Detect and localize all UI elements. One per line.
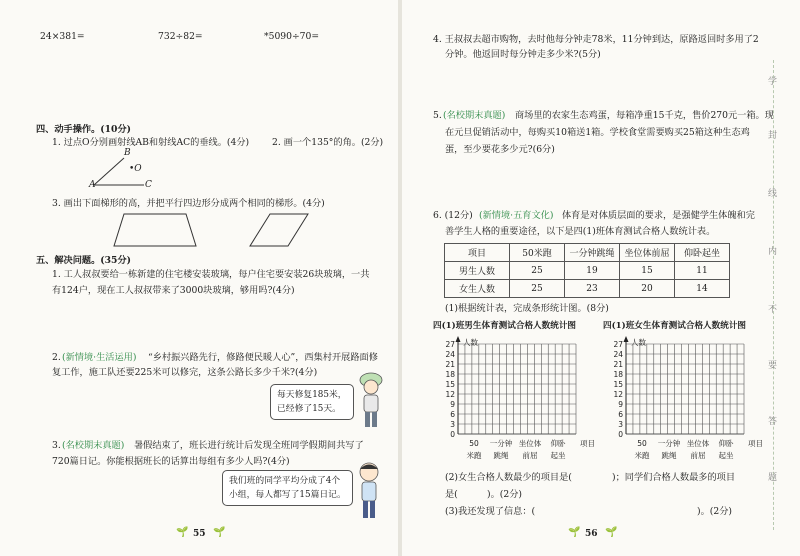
trapezoid-shape: [110, 212, 200, 250]
binding-char: 线: [768, 189, 778, 199]
sprout-icon-right: 🌱: [568, 527, 581, 538]
x-axis-label: 项目: [748, 439, 763, 448]
y-axis-label: 人数: [631, 338, 646, 347]
table-cell: 11: [675, 262, 730, 280]
table-row: [445, 280, 730, 298]
y-tick-label: 27: [613, 340, 623, 349]
worker-figure: [356, 370, 386, 430]
bubble-diary-line2: 小组，每人都写了15篇日记。: [229, 490, 346, 500]
s4-question-1: 1. 过点O分别画射线AB和射线AC的垂线。(4分): [52, 137, 250, 148]
section5-title: 五、解决问题。(35分): [36, 255, 131, 266]
table-cell: 女生人数: [445, 280, 510, 298]
bubble-road-line2: 已经修了15天。: [277, 404, 341, 414]
q4-line1: 4. 王叔叔去超市购物，去时他每分钟走78米，11分钟到达，原路返回时多用了2: [433, 34, 759, 45]
table-header: 项目: [445, 244, 510, 262]
q5-number: 5.: [433, 110, 442, 121]
q5-line2: 在元旦促销活动中，每购买10箱送1箱。学校食堂需要购买25箱这种生态鸡: [445, 127, 750, 138]
point-o-label: •O: [129, 164, 142, 174]
category-label-row2: 跳绳: [661, 451, 677, 460]
q5-line1: 商场里的农家生态鸡蛋，每箱净重15千克，售价270元一箱。现: [515, 110, 774, 121]
s5-q1-line1: 1. 工人叔叔要给一栋新建的住宅楼安装玻璃，每户住宅要安装26块玻璃，一共: [52, 269, 370, 280]
page-number-left: 55: [193, 529, 206, 539]
q6-line1: 体育是对体质层面的要求，是强健学生体魄和完: [562, 210, 755, 221]
table-cell: 20: [620, 280, 675, 298]
q6-line2: 善学生人格的重要途径，以下是四(1)班体育测试合格人数统计表。: [445, 226, 716, 237]
binding-char: 不: [768, 305, 778, 315]
table-header: 仰卧起坐: [675, 244, 730, 262]
table-header: 50米跑: [510, 244, 565, 262]
y-tick-label: 24: [445, 350, 455, 359]
table-cell: 25: [510, 280, 565, 298]
speech-bubble-road: [270, 384, 354, 420]
y-tick-label: 0: [618, 430, 623, 439]
point-a-label: A: [89, 180, 96, 190]
speech-bubble-diary: [222, 470, 353, 506]
q5-tag: (名校期末真题): [443, 110, 506, 121]
category-label: 50: [469, 439, 479, 448]
y-tick-label: 18: [613, 370, 623, 379]
category-label: 仰卧: [718, 439, 734, 448]
s5-q3-tag: (名校期末真题): [62, 440, 125, 451]
binding-char: 要: [768, 361, 778, 371]
point-c-label: C: [145, 180, 152, 190]
binding-char: 内: [768, 247, 778, 257]
category-label: 仰卧: [550, 439, 566, 448]
y-tick-label: 3: [618, 420, 623, 429]
s5-q3-line1: 暑假结束了，班长进行统计后发现全班同学假期间共写了: [134, 440, 364, 451]
y-axis-label: 人数: [463, 338, 478, 347]
s5-q2-line1: “乡村振兴路先行，修路便民暖人心”，西集村开展路面修: [148, 352, 378, 363]
sprout-icon-left-2: 🌱: [213, 527, 226, 538]
y-tick-label: 15: [613, 380, 623, 389]
y-tick-label: 24: [613, 350, 623, 359]
category-label-row2: 起坐: [550, 451, 566, 460]
s5-q2-number: 2.: [52, 352, 61, 363]
table-cell: 男生人数: [445, 262, 510, 280]
q4-line2: 分钟。他返回时每分钟走多少米?(5分): [445, 49, 601, 60]
calc-item-1: 24×381=: [40, 31, 85, 42]
bubble-road-line1: 每天修复185米，: [277, 390, 347, 400]
y-tick-label: 6: [618, 410, 623, 419]
parallelogram-shape: [248, 212, 312, 250]
chart-title-boys: 四(1)班男生体育测试合格人数统计图: [433, 321, 577, 331]
y-tick-label: 12: [445, 390, 455, 399]
s4-question-3: 3. 画出下面梯形的高，并把平行四边形分成两个相同的梯形。(4分): [52, 198, 325, 209]
bubble-diary-line1: 我们班的同学平均分成了4个: [229, 476, 341, 486]
y-tick-label: 12: [613, 390, 623, 399]
calc-item-3: *5090÷70=: [264, 31, 320, 42]
s4-question-2: 2. 画一个135°的角。(2分): [272, 137, 384, 148]
s5-q3-line2: 720篇日记。你能根据班长的话算出每组有多少人吗?(4分): [52, 456, 290, 467]
point-b-label: B: [124, 148, 131, 158]
chart-girls: [600, 334, 768, 464]
sub-question-2-line1b: )；同学们合格人数最多的项目: [612, 472, 736, 483]
page-number-right: 56: [585, 529, 598, 539]
monitor-figure: [354, 460, 384, 522]
sub-question-1: (1)根据统计表，完成条形统计图。(8分): [445, 303, 609, 314]
score-table: [444, 243, 730, 298]
s5-q1-line2: 有124户，现在工人叔叔带来了3000块玻璃，够用吗?(4分): [52, 285, 295, 296]
y-tick-label: 21: [445, 360, 455, 369]
y-axis-arrow: [456, 336, 461, 342]
category-label-row2: 米跑: [634, 451, 650, 460]
q6-number: 6. (12分): [433, 210, 473, 221]
binding-char: 题: [768, 473, 778, 483]
table-cell: 23: [565, 280, 620, 298]
table-header: 一分钟跳绳: [565, 244, 620, 262]
s5-q3-number: 3.: [52, 440, 61, 451]
category-label-row2: 起坐: [718, 451, 734, 460]
table-cell: 19: [565, 262, 620, 280]
y-tick-label: 9: [618, 400, 623, 409]
category-label-row2: 米跑: [466, 451, 482, 460]
s5-q2-tag: (新情境·生活运用): [62, 352, 137, 363]
q6-tag: (新情境·五育文化): [479, 210, 554, 221]
y-tick-label: 3: [450, 420, 455, 429]
y-tick-label: 6: [450, 410, 455, 419]
y-tick-label: 0: [450, 430, 455, 439]
table-row: [445, 262, 730, 280]
chart-title-girls: 四(1)班女生体育测试合格人数统计图: [603, 321, 747, 331]
table-header: 坐位体前屈: [620, 244, 675, 262]
category-label: 一分钟: [657, 439, 681, 448]
sub-question-3: (3)我还发现了信息：(: [445, 506, 536, 517]
category-label: 50: [637, 439, 647, 448]
sub-question-2-line1: (2)女生合格人数最少的项目是(: [445, 472, 572, 483]
y-tick-label: 21: [613, 360, 623, 369]
sub-question-2-line2b: )。(2分): [487, 489, 522, 500]
chart-boys: [432, 334, 600, 464]
y-tick-label: 27: [445, 340, 455, 349]
category-label: 坐位体: [518, 439, 542, 448]
s5-q2-line2: 复工作，施工队还要225米可以修完，这条公路长多少千米?(4分): [52, 367, 318, 378]
table-header-row: [445, 244, 730, 262]
category-label-row2: 前屈: [690, 451, 706, 460]
sub-question-2-line2: 是(: [445, 489, 458, 500]
q5-line3: 蛋，至少要花多少元?(6分): [445, 144, 555, 155]
binding-char: 学: [768, 77, 778, 87]
category-label: 一分钟: [489, 439, 513, 448]
binding-char: 封: [768, 131, 778, 141]
category-label-row2: 前屈: [522, 451, 538, 460]
y-tick-label: 15: [445, 380, 455, 389]
table-cell: 15: [620, 262, 675, 280]
left-page: [0, 0, 398, 556]
table-cell: 14: [675, 280, 730, 298]
table-cell: 25: [510, 262, 565, 280]
section4-title: 四、动手操作。(10分): [36, 124, 131, 135]
sprout-icon-right-2: 🌱: [605, 527, 618, 538]
y-tick-label: 9: [450, 400, 455, 409]
y-tick-label: 18: [445, 370, 455, 379]
y-axis-arrow: [624, 336, 629, 342]
sprout-icon-left: 🌱: [176, 527, 189, 538]
category-label-row2: 跳绳: [493, 451, 509, 460]
ray-ab: [94, 158, 124, 185]
x-axis-label: 项目: [580, 439, 595, 448]
calc-item-2: 732÷82=: [158, 31, 203, 42]
category-label: 坐位体: [686, 439, 710, 448]
sub-question-3b: )。(2分): [697, 506, 732, 517]
binding-char: 答: [768, 417, 778, 427]
